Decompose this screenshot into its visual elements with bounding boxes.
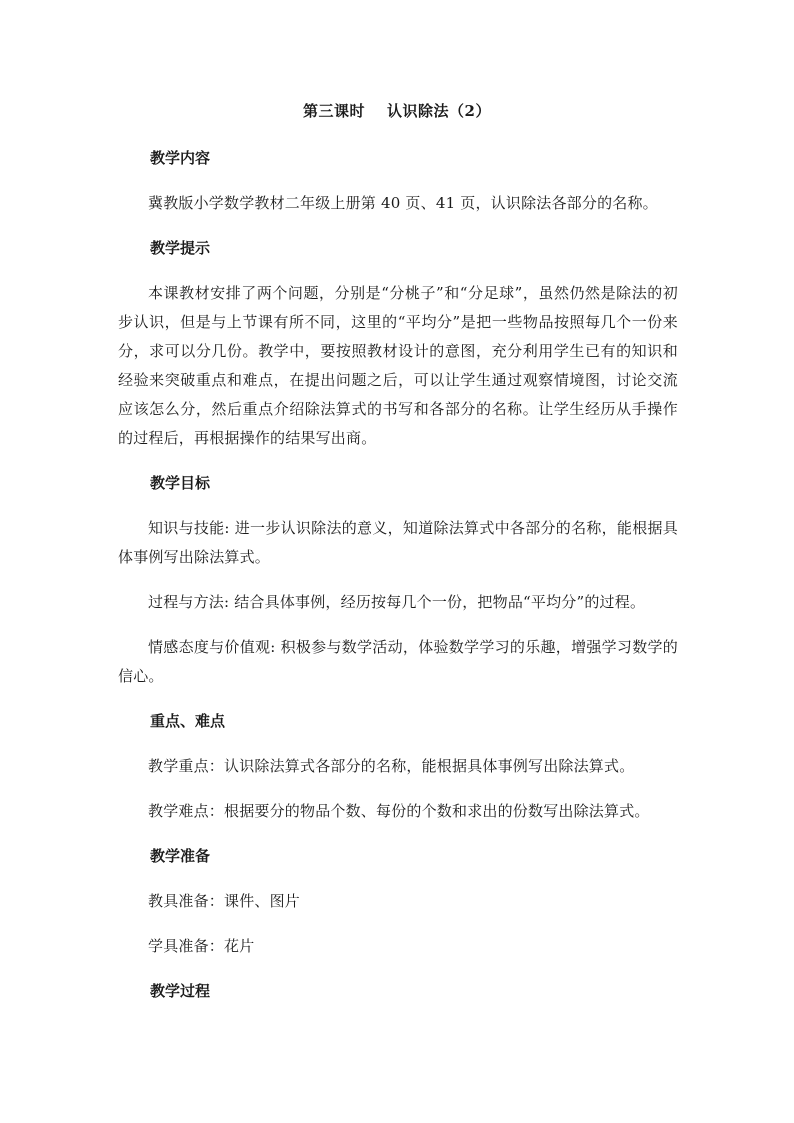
lesson-number: 第三课时	[303, 102, 366, 120]
section-heading-goals: 教学目标	[150, 474, 211, 492]
lesson-topic: 认识除法（2）	[387, 102, 491, 120]
paragraph-difficult-point: 教学难点：根据要分的物品个数、每份的个数和求出的份数写出除法算式。	[148, 802, 650, 820]
lesson-title	[0, 100, 794, 121]
paragraph-content: 冀教版小学数学教材二年级上册第 40 页、41 页，认识除法各部分的名称。	[148, 194, 658, 212]
paragraph-teacher-materials: 教具准备：课件、图片	[148, 892, 301, 910]
section-heading-key-points: 重点、难点	[150, 712, 226, 730]
paragraph-goal-attitude: 情感态度与价值观: 积极参与数学活动，体验数学学习的乐趣，增强学习数学的信心。	[118, 638, 678, 685]
paragraph-goal-process: 过程与方法: 结合具体事例，经历按每几个一份，把物品“平均分”的过程。	[148, 593, 646, 611]
document-body	[118, 144, 678, 1022]
section-heading-content: 教学内容	[150, 149, 211, 167]
section-heading-preparation: 教学准备	[150, 847, 211, 865]
paragraph-goal-knowledge: 知识与技能: 进一步认识除法的意义，知道除法算式中各部分的名称，能根据具体事例写出除法算式。	[118, 519, 678, 566]
section-heading-tips: 教学提示	[150, 239, 211, 257]
paragraph-key-point: 教学重点：认识除法算式各部分的名称，能根据具体事例写出除法算式。	[148, 757, 635, 775]
paragraph-tips: 本课教材安排了两个问题，分别是“分桃子”和“分足球”，虽然仍然是除法的初步认识，但是与上节课有所不同，这里的“平均分”是把一些物品按照每几个一份来分，求可以分几份。教学中，要按照教材设计的意图，充分利用学生已有的知识和经验来突破重点和难点，在提出问题之后，可以让学生通过观察情境图，讨论交流应该怎么分，然后重点介绍除法算式的书写和各部分的名称。让学生经历从手操作的过程后，再根据操作的结果写出商。	[118, 284, 678, 447]
section-heading-process: 教学过程	[150, 982, 211, 1000]
paragraph-student-materials: 学具准备：花片	[148, 937, 255, 955]
